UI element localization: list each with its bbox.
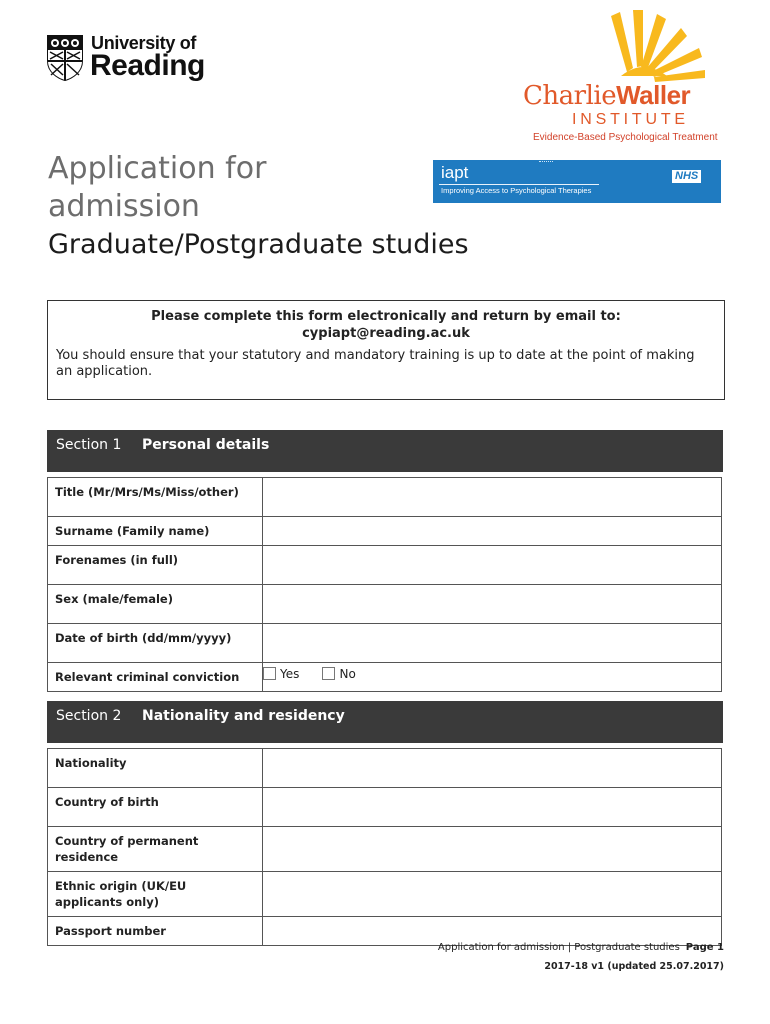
personal-details-table <box>47 477 722 692</box>
section1-title: Personal details <box>142 437 270 453</box>
field-label-sex: Sex (male/female) <box>48 585 263 624</box>
sun-icon <box>607 10 707 88</box>
field-label-passport-number: Passport number <box>48 917 263 946</box>
section1-header <box>47 430 723 472</box>
iapt-wordmark: iapt <box>441 163 469 182</box>
section2-header <box>47 701 723 743</box>
charlie-waller-wordmark <box>523 80 690 111</box>
footer-doc-title: Application for admission | Postgraduate studies <box>437 942 680 953</box>
field-label-title: Title (Mr/Mrs/Ms/Miss/other) <box>48 478 263 517</box>
return-email[interactable]: cypiapt@reading.ac.uk <box>302 326 470 341</box>
table-row <box>48 749 722 788</box>
footer-doc-info <box>438 942 724 953</box>
cw-tagline: Evidence-Based Psychological Treatment <box>533 132 718 143</box>
table-row <box>48 788 722 827</box>
table-row <box>48 827 722 872</box>
title-field[interactable] <box>263 478 722 517</box>
iapt-dots-decoration <box>539 161 553 168</box>
criminal-conviction-options <box>263 663 722 692</box>
surname-field[interactable] <box>263 517 722 546</box>
iapt-divider <box>439 184 599 185</box>
university-of-reading-logo <box>47 33 207 85</box>
permanent-residence-field[interactable] <box>263 827 722 872</box>
field-label-criminal-conviction: Relevant criminal conviction <box>48 663 263 692</box>
option-no-label: No <box>339 667 356 681</box>
page-title-line2: admission <box>48 189 200 224</box>
page-title-line1: Application for <box>48 151 267 186</box>
cw-institute-text: INSTITUTE <box>572 111 689 128</box>
training-note: You should ensure that your statutory and mandatory training is up to date at the point of making an application. <box>56 348 695 379</box>
yes-checkbox[interactable] <box>263 667 276 680</box>
option-yes[interactable] <box>263 667 299 681</box>
no-checkbox[interactable] <box>322 667 335 680</box>
date-of-birth-field[interactable] <box>263 624 722 663</box>
crest-icon <box>47 35 83 81</box>
instructions-heading: Please complete this form electronically and return by email to: <box>151 309 621 324</box>
field-label-ethnic-origin: Ethnic origin (UK/EU applicants only) <box>48 872 263 917</box>
field-label-country-of-birth: Country of birth <box>48 788 263 827</box>
section2-title: Nationality and residency <box>142 708 345 724</box>
table-row <box>48 478 722 517</box>
table-row <box>48 624 722 663</box>
table-row <box>48 517 722 546</box>
section1-number: Section 1 <box>56 437 122 453</box>
table-row <box>48 872 722 917</box>
logo-text-reading: Reading <box>90 49 205 82</box>
option-yes-label: Yes <box>280 667 300 681</box>
charlie-waller-institute-logo <box>515 10 718 145</box>
table-row <box>48 585 722 624</box>
field-label-forenames: Forenames (in full) <box>48 546 263 585</box>
country-of-birth-field[interactable] <box>263 788 722 827</box>
nationality-field[interactable] <box>263 749 722 788</box>
footer-version: 2017-18 v1 (updated 25.07.2017) <box>544 961 724 972</box>
table-row <box>48 663 722 692</box>
iapt-banner <box>433 160 721 203</box>
option-no[interactable] <box>322 667 355 681</box>
forenames-field[interactable] <box>263 546 722 585</box>
iapt-subtitle: Improving Access to Psychological Therapies <box>441 186 592 195</box>
instructions-box <box>47 300 725 400</box>
cw-name-part1: Charlie <box>523 81 617 111</box>
sex-field[interactable] <box>263 585 722 624</box>
field-label-date-of-birth: Date of birth (dd/mm/yyyy) <box>48 624 263 663</box>
ethnic-origin-field[interactable] <box>263 872 722 917</box>
nationality-residency-table <box>47 748 722 946</box>
table-row <box>48 546 722 585</box>
logo-text-university-of: University of <box>91 33 197 53</box>
field-label-surname: Surname (Family name) <box>48 517 263 546</box>
field-label-permanent-residence: Country of permanent residence <box>48 827 263 872</box>
cw-name-part2: Waller <box>616 80 691 110</box>
field-label-nationality: Nationality <box>48 749 263 788</box>
page-title-line3: Graduate/Postgraduate studies <box>48 229 469 260</box>
section2-number: Section 2 <box>56 708 122 724</box>
footer-page-number: Page 1 <box>685 942 724 953</box>
nhs-logo: NHS <box>672 170 701 183</box>
